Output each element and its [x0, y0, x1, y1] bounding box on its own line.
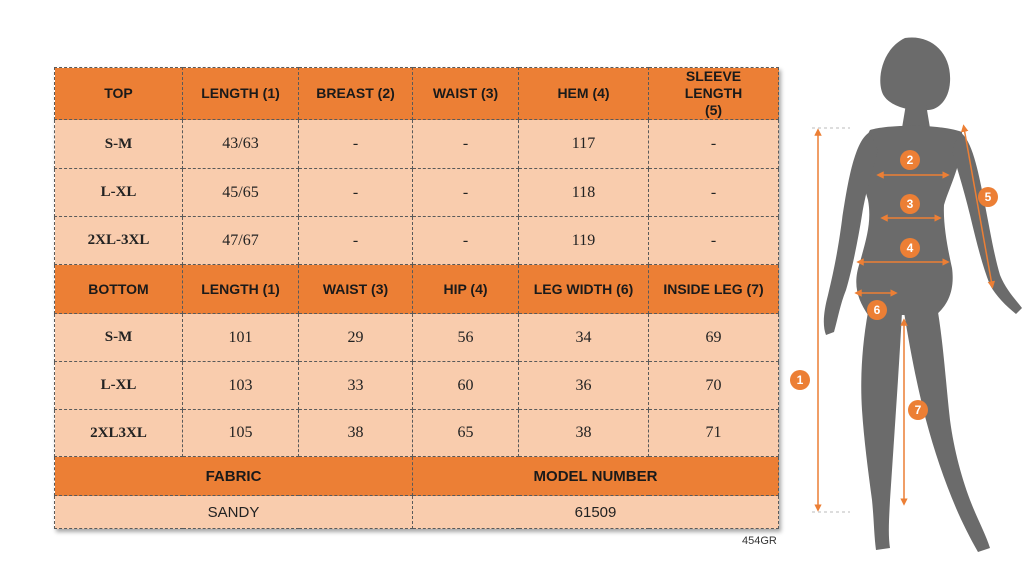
- marker-4: [900, 238, 920, 258]
- top-header-row: [55, 68, 779, 120]
- table-row: [55, 362, 779, 410]
- value-cell: -: [413, 120, 519, 169]
- value-cell: 101: [183, 314, 299, 362]
- value-cell: -: [299, 120, 413, 169]
- body-measurement-figure: [790, 30, 1024, 560]
- product-code: 454GR: [742, 535, 777, 547]
- marker-label: 4: [906, 241, 914, 255]
- marker-label: 7: [914, 403, 922, 417]
- header-cell: LENGTH (1): [183, 68, 299, 120]
- value-cell: 29: [299, 314, 413, 362]
- value-cell: -: [299, 169, 413, 217]
- value-cell: 36: [519, 362, 649, 410]
- header-cell: INSIDE LEG (7): [649, 265, 779, 314]
- table-row: [55, 314, 779, 362]
- size-chart-table: [54, 67, 779, 529]
- value-cell: 56: [413, 314, 519, 362]
- value-cell: 38: [299, 410, 413, 457]
- header-cell: LENGTH (1): [183, 265, 299, 314]
- header-cell: TOP: [55, 68, 183, 120]
- marker-label: 6: [873, 303, 881, 317]
- marker-6: [867, 300, 887, 320]
- value-cell: 34: [519, 314, 649, 362]
- header-cell: HIP (4): [413, 265, 519, 314]
- model-number-label: MODEL NUMBER: [413, 457, 779, 496]
- value-cell: 71: [649, 410, 779, 457]
- fabric-value: SANDY: [55, 496, 413, 529]
- table-row: [55, 169, 779, 217]
- footer-value-row: [55, 496, 779, 529]
- marker-5: [978, 187, 998, 207]
- value-cell: 33: [299, 362, 413, 410]
- marker-label: 1: [796, 373, 804, 387]
- model-number-value: 61509: [413, 496, 779, 529]
- value-cell: 38: [519, 410, 649, 457]
- value-cell: 70: [649, 362, 779, 410]
- marker-2: [900, 150, 920, 170]
- table-row: [55, 410, 779, 457]
- value-cell: 60: [413, 362, 519, 410]
- value-cell: 45/65: [183, 169, 299, 217]
- value-cell: -: [649, 169, 779, 217]
- value-cell: -: [299, 217, 413, 265]
- value-cell: 103: [183, 362, 299, 410]
- marker-1: [790, 370, 810, 390]
- header-cell: WAIST (3): [413, 68, 519, 120]
- header-cell: LEG WIDTH (6): [519, 265, 649, 314]
- silhouette: [824, 37, 1022, 552]
- value-cell: 118: [519, 169, 649, 217]
- fabric-label: FABRIC: [55, 457, 413, 496]
- footer-header-row: [55, 457, 779, 496]
- value-cell: 119: [519, 217, 649, 265]
- value-cell: 47/67: [183, 217, 299, 265]
- header-cell: BREAST (2): [299, 68, 413, 120]
- value-cell: 69: [649, 314, 779, 362]
- header-cell: HEM (4): [519, 68, 649, 120]
- marker-label: 2: [906, 153, 914, 167]
- size-cell: 2XL3XL: [55, 410, 183, 457]
- value-cell: -: [413, 217, 519, 265]
- marker-label: 5: [984, 190, 992, 204]
- value-cell: -: [649, 217, 779, 265]
- marker-3: [900, 194, 920, 214]
- size-cell: L-XL: [55, 362, 183, 410]
- size-cell: 2XL-3XL: [55, 217, 183, 265]
- size-cell: S-M: [55, 314, 183, 362]
- value-cell: 65: [413, 410, 519, 457]
- table-row: [55, 120, 779, 169]
- value-cell: -: [649, 120, 779, 169]
- value-cell: 117: [519, 120, 649, 169]
- marker-label: 3: [906, 197, 914, 211]
- size-cell: L-XL: [55, 169, 183, 217]
- marker-7: [908, 400, 928, 420]
- bottom-header-row: [55, 265, 779, 314]
- value-cell: 105: [183, 410, 299, 457]
- header-cell: SLEEVE LENGTH (5): [649, 68, 779, 120]
- header-cell: WAIST (3): [299, 265, 413, 314]
- value-cell: -: [413, 169, 519, 217]
- value-cell: 43/63: [183, 120, 299, 169]
- header-cell: BOTTOM: [55, 265, 183, 314]
- size-cell: S-M: [55, 120, 183, 169]
- table-row: [55, 217, 779, 265]
